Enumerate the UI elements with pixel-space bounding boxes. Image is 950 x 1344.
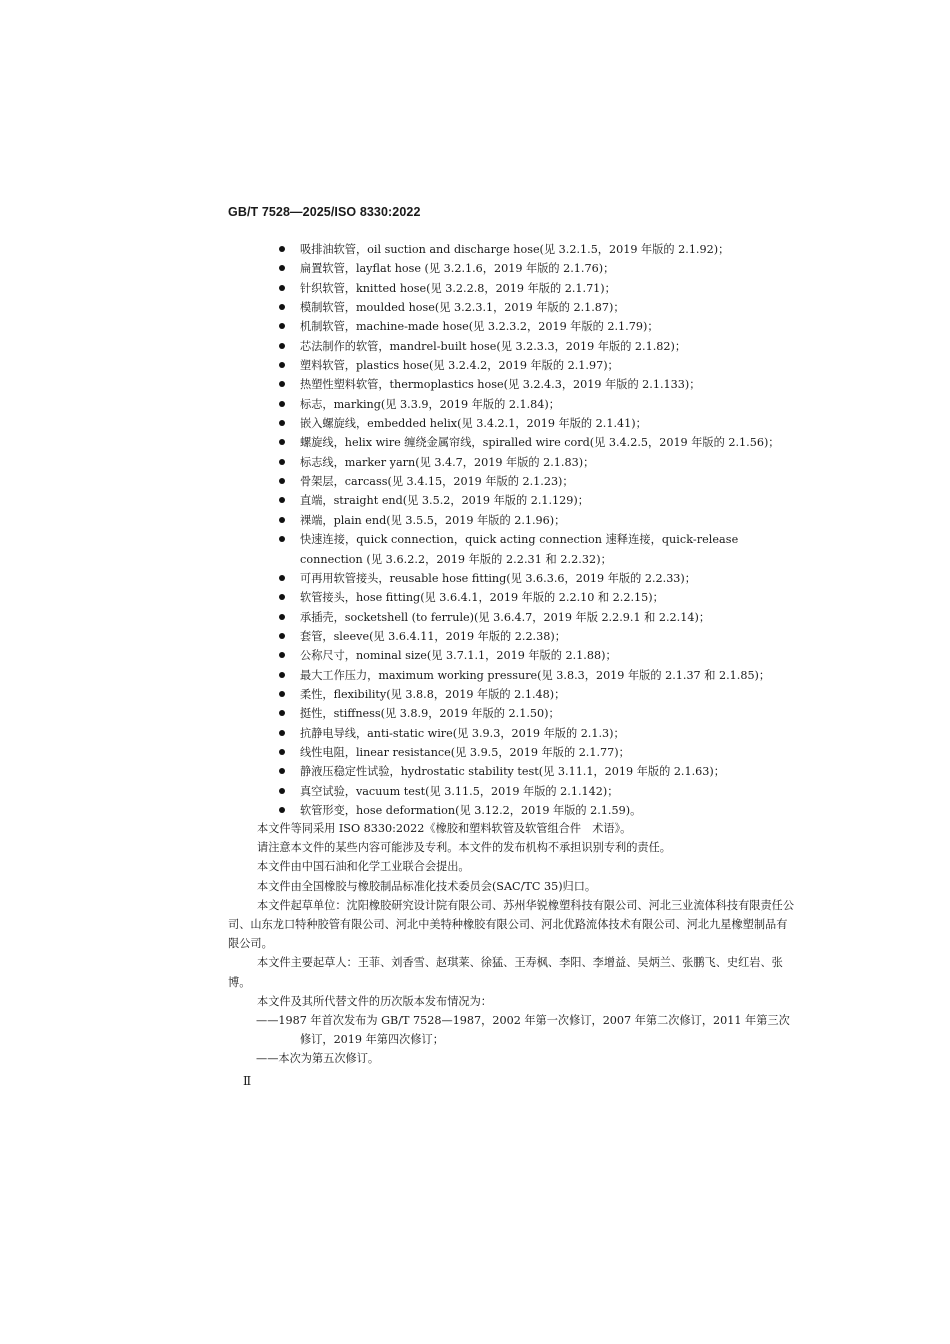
history-item: ——1987 年首次发布为 GB/T 7528—1987，2002 年第一次修订，2007 年第二次修订，2011 年第三次修订，2019 年第四次修订；	[256, 1014, 790, 1047]
bullet-icon	[279, 730, 285, 736]
bullet-icon	[279, 265, 285, 271]
bullet-icon	[279, 323, 285, 329]
bullet-icon	[279, 304, 285, 310]
list-item: 软管形变，hose deformation(见 3.12.2，2019 年版的 2.1.59)。	[276, 801, 798, 820]
bullet-icon	[279, 401, 285, 407]
list-item: 可再用软管接头，reusable hose fitting(见 3.6.3.6，2019 年版的 2.2.33)；	[276, 569, 798, 588]
proposer-paragraph: 本文件由中国石油和化学工业联合会提出。	[257, 860, 470, 874]
bullet-icon	[279, 420, 285, 426]
list-item: 裸端，plain end(见 3.5.5，2019 年版的 2.1.96)；	[276, 511, 798, 530]
list-item: 模制软管，moulded hose(见 3.2.3.1，2019 年版的 2.1.87)；	[276, 298, 798, 317]
list-item: 柔性，flexibility(见 3.8.8，2019 年版的 2.1.48)；	[276, 685, 798, 704]
bullet-icon	[279, 497, 285, 503]
history-item: ——本次为第五次修订。	[256, 1052, 380, 1066]
bullet-icon	[279, 478, 285, 484]
bullet-icon	[279, 439, 285, 445]
drafters-paragraph: 本文件主要起草人：王菲、刘香雪、赵琪莱、徐猛、王寿枫、李阳、李增益、吴炳兰、张鹏飞、史红岩、张博。	[228, 956, 783, 989]
list-item: 嵌入螺旋线，embedded helix(见 3.4.2.1，2019 年版的 2.1.41)；	[276, 414, 798, 433]
bullet-icon	[279, 788, 285, 794]
list-item: 吸排油软管，oil suction and discharge hose(见 3.2.1.5，2019 年版的 2.1.92)；	[276, 240, 798, 259]
list-item: 软管接头，hose fitting(见 3.6.4.1，2019 年版的 2.2.10 和 2.2.15)；	[276, 588, 798, 607]
term-list	[276, 240, 798, 820]
list-item: 针织软管，knitted hose(见 3.2.2.8，2019 年版的 2.1.71)；	[276, 279, 798, 298]
page-number: Ⅱ	[243, 1074, 252, 1088]
bullet-icon	[279, 749, 285, 755]
patent-paragraph: 请注意本文件的某些内容可能涉及专利。本文件的发布机构不承担识别专利的责任。	[257, 841, 671, 855]
list-item: 套管，sleeve(见 3.6.4.11，2019 年版的 2.2.38)；	[276, 627, 798, 646]
list-item: 抗静电导线，anti-static wire(见 3.9.3，2019 年版的 2.1.3)；	[276, 724, 798, 743]
drafting-units-paragraph: 本文件起草单位：沈阳橡胶研究设计院有限公司、苏州华锐橡塑科技有限公司、河北三业流体科技有限责任公司、山东龙口特种胶管有限公司、河北中美特种橡胶有限公司、河北优路流体技术有限公司、河北九星橡塑制品有限公司。	[228, 898, 795, 951]
list-item: 机制软管，machine-made hose(见 3.2.3.2，2019 年版的 2.1.79)；	[276, 317, 798, 336]
adoption-paragraph: 本文件等同采用 ISO 8330:2022《橡胶和塑料软管及软管组合件 术语》。	[257, 822, 632, 835]
bullet-icon	[279, 652, 285, 658]
centralizer-paragraph: 本文件由全国橡胶与橡胶制品标准化技术委员会(SAC/TC 35)归口。	[257, 879, 597, 893]
list-item: 静液压稳定性试验，hydrostatic stability test(见 3.11.1，2019 年版的 2.1.63)；	[276, 762, 798, 781]
bullet-icon	[279, 768, 285, 774]
bullet-icon	[279, 672, 285, 678]
list-item: 直端，straight end(见 3.5.2，2019 年版的 2.1.129)；	[276, 491, 798, 510]
list-item: 承插壳，socketshell (to ferrule)(见 3.6.4.7，2019 年版 2.2.9.1 和 2.2.14)；	[276, 608, 798, 627]
history-intro-paragraph: 本文件及其所代替文件的历次版本发布情况为：	[257, 994, 492, 1008]
list-item: 芯法制作的软管，mandrel-built hose(见 3.2.3.3，2019 年版的 2.1.82)；	[276, 337, 798, 356]
bullet-icon	[279, 381, 285, 387]
list-item: 线性电阻，linear resistance(见 3.9.5，2019 年版的 2.1.77)；	[276, 743, 798, 762]
bullet-icon	[279, 459, 285, 465]
bullet-icon	[279, 710, 285, 716]
list-item: 塑料软管，plastics hose(见 3.2.4.2，2019 年版的 2.1.97)；	[276, 356, 798, 375]
list-item: 最大工作压力，maximum working pressure(见 3.8.3，2019 年版的 2.1.37 和 2.1.85)；	[276, 666, 798, 685]
list-item: 标志线，marker yarn(见 3.4.7，2019 年版的 2.1.83)；	[276, 453, 798, 472]
list-item: 标志，marking(见 3.3.9，2019 年版的 2.1.84)；	[276, 395, 798, 414]
list-item: 真空试验，vacuum test(见 3.11.5，2019 年版的 2.1.142)；	[276, 782, 798, 801]
list-item: 螺旋线，helix wire 缠绕金属帘线，spiralled wire cord(见 3.4.2.5，2019 年版的 2.1.56)；	[276, 433, 798, 452]
list-item: 公称尺寸，nominal size(见 3.7.1.1，2019 年版的 2.1.88)；	[276, 646, 798, 665]
bullet-icon	[279, 536, 285, 542]
bullet-icon	[279, 575, 285, 581]
bullet-icon	[279, 594, 285, 600]
bullet-icon	[279, 807, 285, 813]
bullet-icon	[279, 633, 285, 639]
bullet-icon	[279, 691, 285, 697]
list-item: 热塑性塑料软管，thermoplastics hose(见 3.2.4.3，2019 年版的 2.1.133)；	[276, 375, 798, 394]
standard-code-header: GB/T 7528—2025/ISO 8330:2022	[228, 205, 421, 219]
bullet-icon	[279, 285, 285, 291]
list-item: 快速连接，quick connection，quick acting connection 速释连接，quick-release connection (见 3.6.2.2，2019 年版的 2.2.31 和 2.2.32)；	[276, 530, 798, 569]
bullet-icon	[279, 246, 285, 252]
bullet-icon	[279, 517, 285, 523]
list-item: 扁置软管，layflat hose (见 3.2.1.6，2019 年版的 2.1.76)；	[276, 259, 798, 278]
foreword-paragraphs	[228, 819, 798, 1069]
bullet-icon	[279, 362, 285, 368]
bullet-icon	[279, 343, 285, 349]
bullet-icon	[279, 614, 285, 620]
list-item: 挺性，stiffness(见 3.8.9，2019 年版的 2.1.50)；	[276, 704, 798, 723]
list-item: 骨架层，carcass(见 3.4.15，2019 年版的 2.1.23)；	[276, 472, 798, 491]
